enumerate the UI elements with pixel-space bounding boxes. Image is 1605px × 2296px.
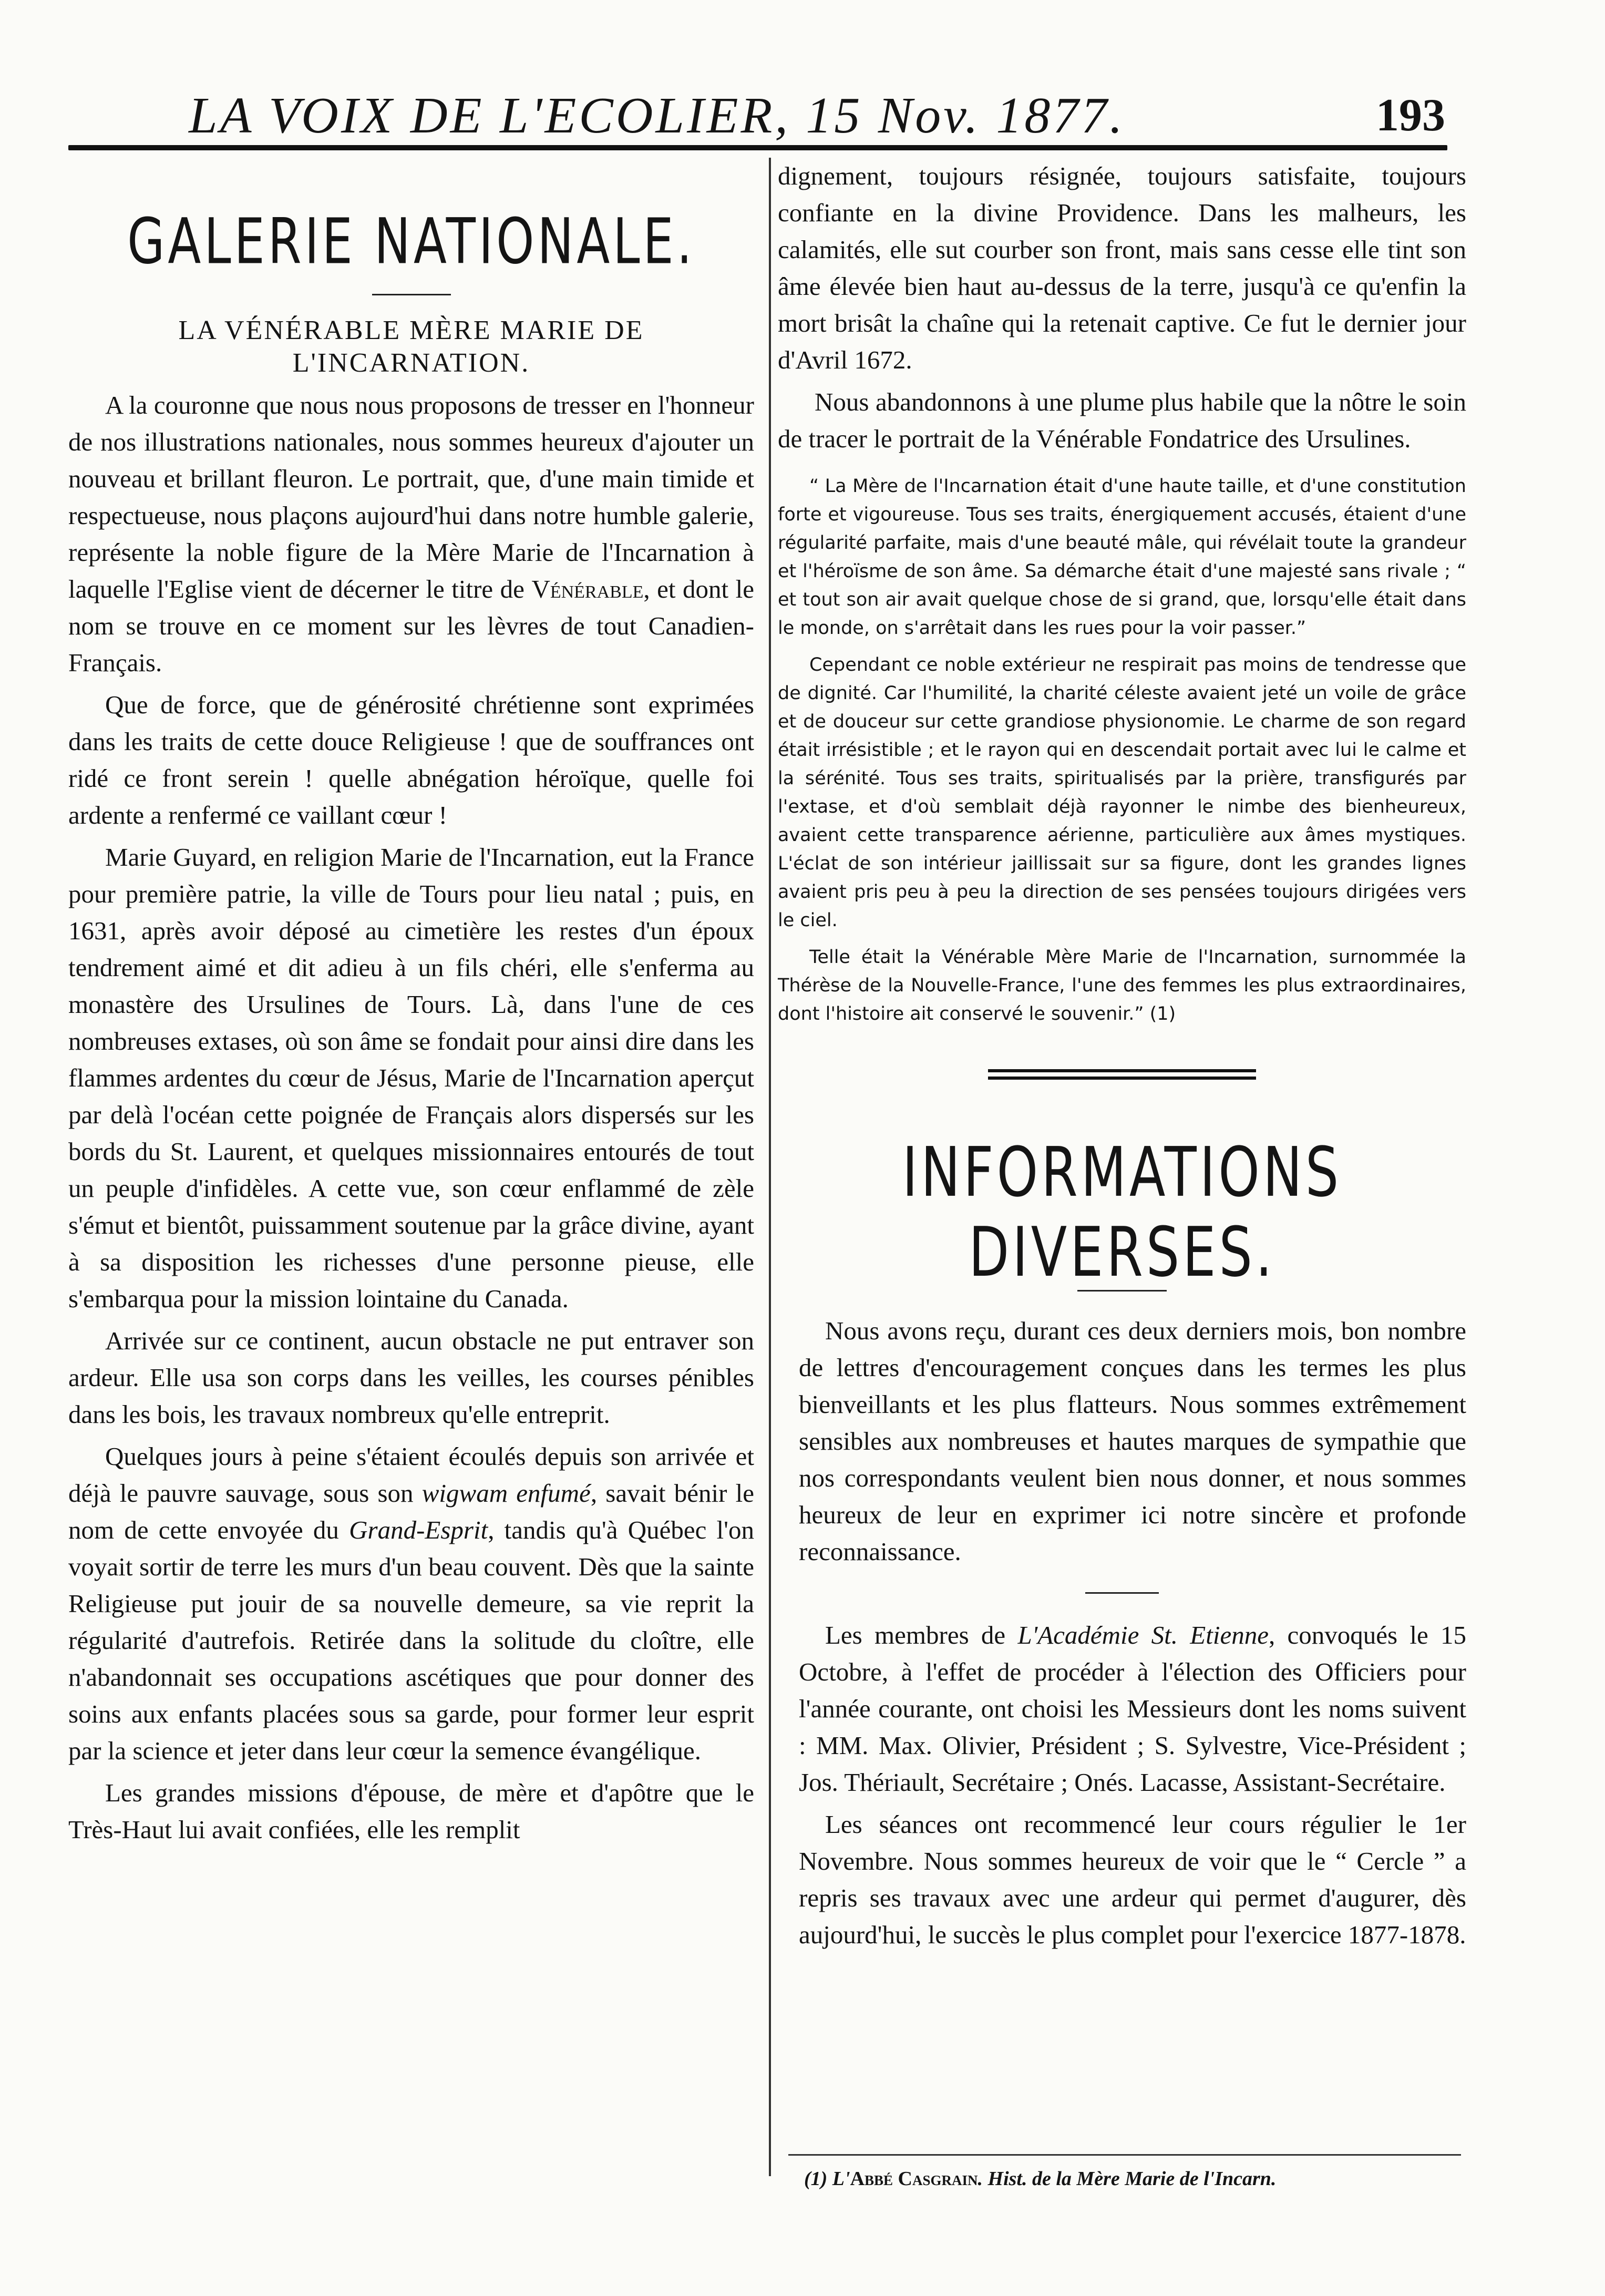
- page-header: [79, 73, 1445, 146]
- header-rule: [68, 145, 1447, 150]
- footnote: [804, 2166, 1461, 2192]
- article-subheading: [68, 314, 754, 380]
- section-divider: [988, 1069, 1256, 1080]
- paragraph: [68, 1438, 754, 1769]
- info-paragraph: [799, 1617, 1466, 1801]
- quote-paragraph: Cependant ce noble extérieur ne respirait pas moins de tendresse que de dignité. Car l'humilité, la charité céleste avaient jeté un voile de grâce et de douceur sur cette grandiose physionomie. Le charme de son regard était irrésistible ; et le rayon qui en descendait portait avec lui le calme et la sérénité. Tous ses traits, spiritualisés par la prière, transfigurés par l'extase, et d'où semblait déjà rayonner le nimbe des bienheureux, avaient cette transparence aérienne, particulière aux âmes mystiques. L'éclat de son intérieur jaillissait sur sa figure, dont les grandes lignes avaient pris peu à peu la direction de ses pensées toujours dirigées vers le ciel.: [778, 654, 1466, 931]
- separator-rule: [1085, 1592, 1159, 1594]
- right-column: [778, 158, 1466, 1953]
- paragraph: Les grandes missions d'épouse, de mère et d'apôtre que le Très-Haut lui avait confiées, elle les remplit: [68, 1778, 754, 1844]
- footnote-rule: [788, 2154, 1461, 2156]
- title-rule: [372, 294, 451, 295]
- paragraph: dignement, toujours résignée, toujours satisfaite, toujours confiante en la divine Providence. Dans les malheurs, les calamités, elle sut courber son front, mais sans cesse elle tint son âme élevée bien haut au-dessus de la terre, jusqu'à ce qu'enfin la mort brisât la chaîne qui la retenait captive. Ce fut le dernier jour d'Avril 1672.: [778, 161, 1466, 374]
- paragraph: Arrivée sur ce continent, aucun obstacle ne put entraver son ardeur. Elle usa son corps dans les veilles, les courses pénibles dans les bois, les travaux nombreux qu'elle entreprit.: [68, 1326, 754, 1429]
- footnote-reference: . Hist. de la Mère Marie de l'Incarn.: [978, 2168, 1277, 2190]
- paragraph-text: , et dont le nom se trouve en ce moment sur les lèvres de tout Canadien-Français.: [68, 575, 754, 677]
- article-continuation: [778, 158, 1466, 457]
- paragraph-text: A la couronne que nous nous proposons de tresser en l'honneur de nos illustrations nationales, nous sommes heureux d'ajouter un nouveau et brillant fleuron. Le portrait, que, d'une main timide et respectueuse, nous plaçons aujourd'hui dans notre humble galerie, représente la noble figure de la Mère Marie de l'Incarnation à laquelle l'Eglise vient de décerner le titre de: [68, 391, 754, 603]
- quote-paragraph: “ La Mère de l'Incarnation était d'une haute taille, et d'une constitution forte et vigoureuse. Tous ses traits, énergiquement accusés, étaient d'une régularité parfaite, mais d'une beauté mâle, qui révélait toute la grandeur et l'héroïsme de son âme. Sa démarche était d'une majesté sans rivale ; “ et tout son air avait quelque chose de si grand, que, lorsqu'elle était dans le monde, on s'arrêtait dans les rues pour la voir passer.”: [778, 476, 1466, 639]
- paragraph: Marie Guyard, en religion Marie de l'Incarnation, eut la France pour première patrie, la ville de Tours pour lieu natal ; puis, en 1631, après avoir déposé au cimetière les restes d'un époux tendrement aimé et dit adieu à un fils chéri, elle s'enferma au monastère des Ursulines de Tours. Là, dans l'une de ces nombreuses extases, où son âme se fondait pour ainsi dire dans les flammes ardentes du cœur de Jésus, Marie de l'Incarnation aperçut par delà l'océan cette poignée de Français alors dispersés sur les bords du St. Laurent, et quelques missionnaires entourés de tout un peuple d'infidèles. A cette vue, son cœur enflammé de zèle s'émut et bientôt, puissamment soutenue par la grâce divine, ayant à sa disposition les richesses d'une personne pieuse, elle s'embarqua pour la mission lointaine du Canada.: [68, 843, 754, 1313]
- page-number: 193: [1376, 90, 1445, 141]
- paragraph: [68, 387, 754, 681]
- academy-name: L'Académie St. Etienne: [1017, 1621, 1269, 1649]
- italic-term: wigwam enfumé: [421, 1479, 591, 1508]
- column-divider: [769, 158, 771, 2176]
- paragraph-text: , tandis qu'à Québec l'on voyait sortir de terre les murs d'un beau couvent. Dès que la sainte Religieuse put jouir de sa nouvelle demeure, sa vie reprit la régularité d'autrefois. Retirée dans la solitude du cloître, elle n'abandonnait ses occupations ascétiques que pour donner des soins aux enfants placées sous sa garde, pour former leur esprit par la science et jeter dans leur cœur la semence évangélique.: [68, 1515, 754, 1765]
- running-title: LA VOIX DE L'ECOLIER, 15 Nov. 1877.: [189, 87, 1125, 144]
- subheading-line-2: L'INCARNATION.: [292, 348, 530, 378]
- paragraph-text: , convoqués le 15 Octobre, à l'effet de procéder à l'élection des Officiers pour l'année courante, ont choisi les Messieurs dont les noms suivent : MM. Max. Olivier, Président ; S. Sylvestre, Vice-Président ; Jos. Thériault, Secrétaire ; Onés. Lacasse, Assistant-Secrétaire.: [799, 1621, 1466, 1797]
- italic-term: Grand-Esprit: [349, 1515, 488, 1544]
- footnote-author: Abbé Casgrain: [850, 2168, 978, 2190]
- left-column: [68, 158, 754, 1848]
- paragraph-text: , savait bénir le nom de cette envoyée du: [68, 1479, 754, 1544]
- subheading-line-1: LA VÉNÉRABLE MÈRE MARIE DE: [178, 315, 644, 345]
- quote-paragraph: Telle était la Vénérable Mère Marie de l'Incarnation, surnommée la Thérèse de la Nouvelle-France, l'une des femmes les plus extraordinaires, dont l'histoire ait conservé le souvenir.” (1): [778, 947, 1466, 1024]
- paragraph-text: Quelques jours à peine s'étaient écoulés depuis son arrivée et déjà le pauvre sauvage, sous son: [68, 1442, 754, 1508]
- info-paragraph: Nous avons reçu, durant ces deux derniers mois, bon nombre de lettres d'encouragement conçues dans les termes les plus bienveillants et les plus flatteurs. Nous sommes extrêmement sensibles aux nombreuses et hautes marques de sympathie que nos correspondants veulent bien nous donner, et nous sommes heureux de leur en exprimer ici notre sincère et profonde reconnaissance.: [799, 1316, 1466, 1566]
- section-title-galerie: GALERIE NATIONALE.: [127, 205, 695, 279]
- footnote-marker: (1) L': [804, 2168, 850, 2190]
- paragraph: Que de force, que de générosité chrétienne sont exprimées dans les traits de cette douce Religieuse ! que de souffrances ont ridé ce front serein ! quelle abnégation héroïque, quelle foi ardente a renfermé ce vaillant cœur !: [68, 690, 754, 829]
- info-paragraph: Les séances ont recommencé leur cours régulier le 1er Novembre. Nous sommes heureux de voir que le “ Cercle ” a repris ses travaux avec une ardeur qui permet d'augurer, dès aujourd'hui, le succès le plus complet pour l'exercice 1877-1878.: [799, 1810, 1466, 1949]
- paragraph: Nous abandonnons à une plume plus habile que la nôtre le soin de tracer le portrait de la Vénérable Fondatrice des Ursulines.: [778, 387, 1466, 453]
- paragraph-text: Les membres de: [825, 1621, 1018, 1649]
- venerable-title: Vénérable: [531, 575, 644, 603]
- article-body: [68, 387, 754, 1848]
- section-title-informations: INFORMATIONS DIVERSES.: [902, 1132, 1342, 1293]
- quoted-portrait: [778, 472, 1466, 1028]
- informations-body: [778, 1313, 1466, 1953]
